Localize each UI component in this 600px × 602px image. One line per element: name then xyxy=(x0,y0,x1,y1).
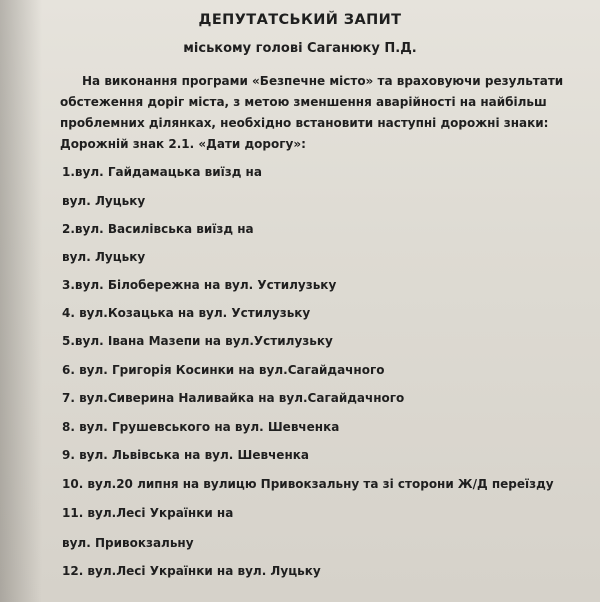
document-title: ДЕПУТАТСЬКИЙ ЗАПИТ xyxy=(198,12,402,28)
intro-line-2: обстеження доріг міста, з метою зменшення аварійності на найбільш xyxy=(60,95,547,109)
list-item: 10. вул.20 липня на вулицю Привокзальну та зі сторони Ж/Д переїзду xyxy=(62,477,554,491)
list-item: 11. вул.Лесі Українки на xyxy=(62,506,234,520)
list-item: вул. Привокзальну xyxy=(62,536,194,550)
list-item: 8. вул. Грушевського на вул. Шевченка xyxy=(62,420,340,434)
list-item: 2.вул. Василівська виїзд на xyxy=(62,222,254,236)
list-item: 7. вул.Сиверина Наливайка на вул.Сагайдачного xyxy=(62,391,405,405)
list-item: 3.вул. Білобережна на вул. Устилузьку xyxy=(62,278,337,292)
document-addressee: міському голові Саганюку П.Д. xyxy=(183,41,417,56)
list-item: 5.вул. Івана Мазепи на вул.Устилузьку xyxy=(62,334,333,348)
list-item: вул. Луцьку xyxy=(62,194,146,208)
sign-heading: Дорожній знак 2.1. «Дати дорогу»: xyxy=(60,137,306,151)
list-item: 9. вул. Львівська на вул. Шевченка xyxy=(62,448,309,462)
intro-line-1: На виконання програми «Безпечне місто» та враховуючи результати xyxy=(82,74,564,88)
intro-paragraph xyxy=(60,71,570,134)
intro-line-3: проблемних ділянках, необхідно встановити наступні дорожні знаки: xyxy=(60,116,549,130)
list-item: 4. вул.Козацька на вул. Устилузьку xyxy=(62,306,311,320)
list-item: вул. Луцьку xyxy=(62,250,146,264)
list-item: 12. вул.Лесі Українки на вул. Луцьку xyxy=(62,564,321,578)
page-shadow xyxy=(0,0,42,602)
list-item: 1.вул. Гайдамацька виїзд на xyxy=(62,165,262,179)
list-item: 6. вул. Григорія Косинки на вул.Сагайдачного xyxy=(62,363,385,377)
